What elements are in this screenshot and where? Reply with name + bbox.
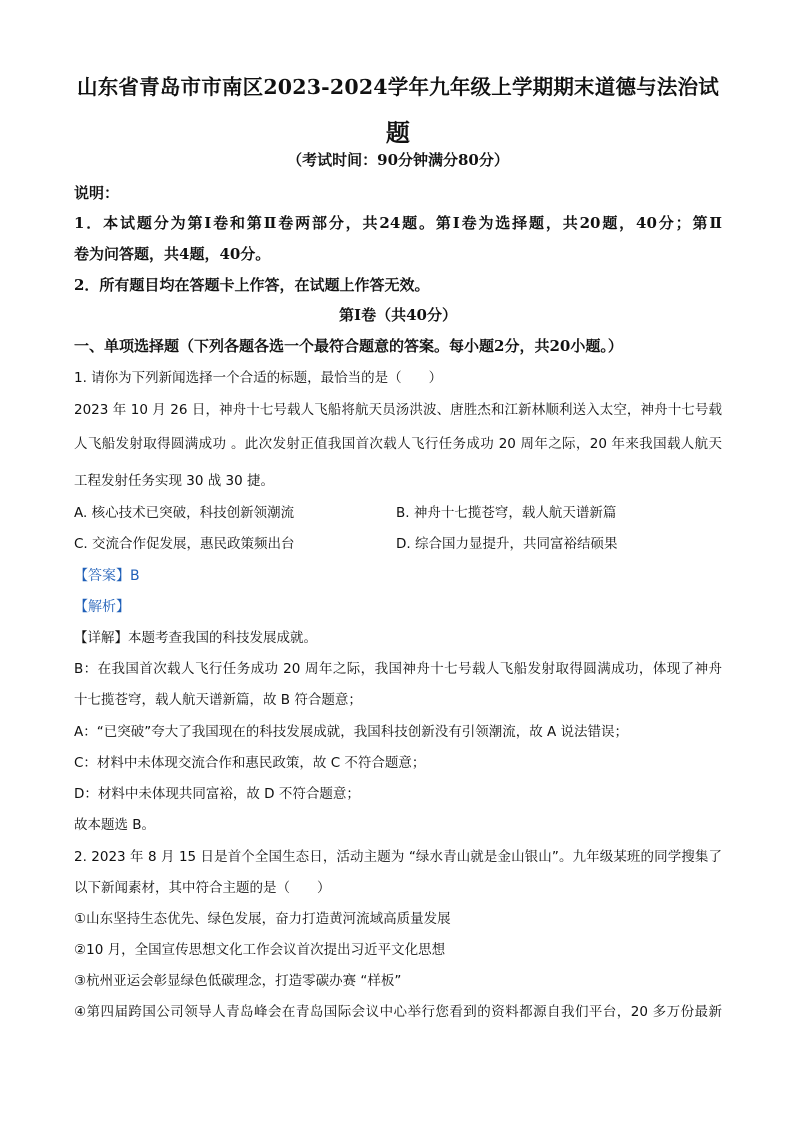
question-1-option-c: C. 交流合作促发展，惠民政策频出台 — [74, 536, 295, 552]
question-1-conclusion: 故本题选 B。 — [74, 817, 156, 833]
question-1-explanation-d: D：材料中未体现共同富裕，故 D 不符合题意； — [74, 786, 360, 802]
exam-info: （考试时间：90分钟满分80分） — [287, 151, 509, 169]
notes-item-1-line-2: 卷为问答题，共4题，40分。 — [74, 245, 271, 263]
question-1-stem: 1. 请你为下列新闻选择一个合适的标题，最恰当的是（ ） — [74, 370, 443, 386]
question-1-option-d: D. 综合国力显提升，共同富裕结硕果 — [396, 536, 618, 552]
section-1-heading: 一、单项选择题（下列各题各选一个最符合题意的答案。每小题2分，共20小题。） — [74, 337, 623, 355]
notes-item-2: 2．所有题目均在答题卡上作答，在试题上作答无效。 — [74, 276, 430, 294]
title-line-1: 山东省青岛市市南区2023-2024学年九年级上学期期末道德与法治试 — [77, 75, 719, 99]
question-1-detail: 【详解】本题考查我国的科技发展成就。 — [74, 630, 317, 646]
question-1-analysis-label: 【解析】 — [74, 599, 130, 615]
question-2-stem-line-2: 以下新闻素材，其中符合主题的是（ ） — [74, 880, 331, 896]
notes-item-1-line-1: 1．本试题分为第Ⅰ卷和第Ⅱ卷两部分，共24题。第Ⅰ卷为选择题，共20题，40分；第Ⅱ — [74, 214, 722, 232]
question-1-option-a: A. 核心技术已突破，科技创新领潮流 — [74, 505, 295, 521]
question-2-item-2: ②10 月，全国宣传思想文化工作会议首次提出习近平文化思想 — [74, 942, 446, 958]
question-2-stem-line-1: 2. 2023 年 8 月 15 日是首个全国生态日，活动主题为 “绿水青山就是金山银山”。九年级某班的同学搜集了 — [74, 849, 722, 865]
document-title — [74, 64, 722, 156]
notes-heading: 说明： — [74, 184, 120, 202]
question-1-material-line-1: 2023 年 10 月 26 日，神舟十七号载人飞船将航天员汤洪波、唐胜杰和江新林顺利送入太空，神舟十七号载 — [74, 402, 722, 418]
question-1-explanation-c: C：材料中未体现交流合作和惠民政策，故 C 不符合题意； — [74, 755, 426, 771]
title-line-2: 题 — [385, 118, 411, 147]
question-1-explanation-a: A：“已突破”夸大了我国现在的科技发展成就，我国科技创新没有引领潮流，故 A 说法错误； — [74, 724, 629, 740]
question-1-answer: 【答案】B — [74, 568, 140, 584]
question-2-item-3: ③杭州亚运会彰显绿色低碳理念，打造零碳办赛 “样板” — [74, 973, 402, 989]
question-2-item-1: ①山东坚持生态优先、绿色发展，奋力打造黄河流域高质量发展 — [74, 911, 451, 927]
question-2-item-4: ④第四届跨国公司领导人青岛峰会在青岛国际会议中心举行您看到的资料都源自我们平台，20 多万份最新 — [74, 1004, 722, 1020]
question-1-material-line-3: 工程发射任务实现 30 战 30 捷。 — [74, 473, 275, 489]
question-1-material-line-2: 人飞船发射取得圆满成功 。此次发射正值我国首次载人飞行任务成功 20 周年之际，20 年来我国载人航天 — [74, 436, 722, 452]
question-1-explanation-b-line-2: 十七揽苍穹，载人航天谱新篇，故 B 符合题意； — [74, 692, 362, 708]
question-1-option-b: B. 神舟十七揽苍穹，载人航天谱新篇 — [396, 505, 617, 521]
part-1-heading: 第Ⅰ卷（共40分） — [339, 306, 457, 324]
question-1-explanation-b-line-1: B：在我国首次载人飞行任务成功 20 周年之际，我国神舟十七号载人飞船发射取得圆满成功，体现了神舟 — [74, 661, 722, 677]
